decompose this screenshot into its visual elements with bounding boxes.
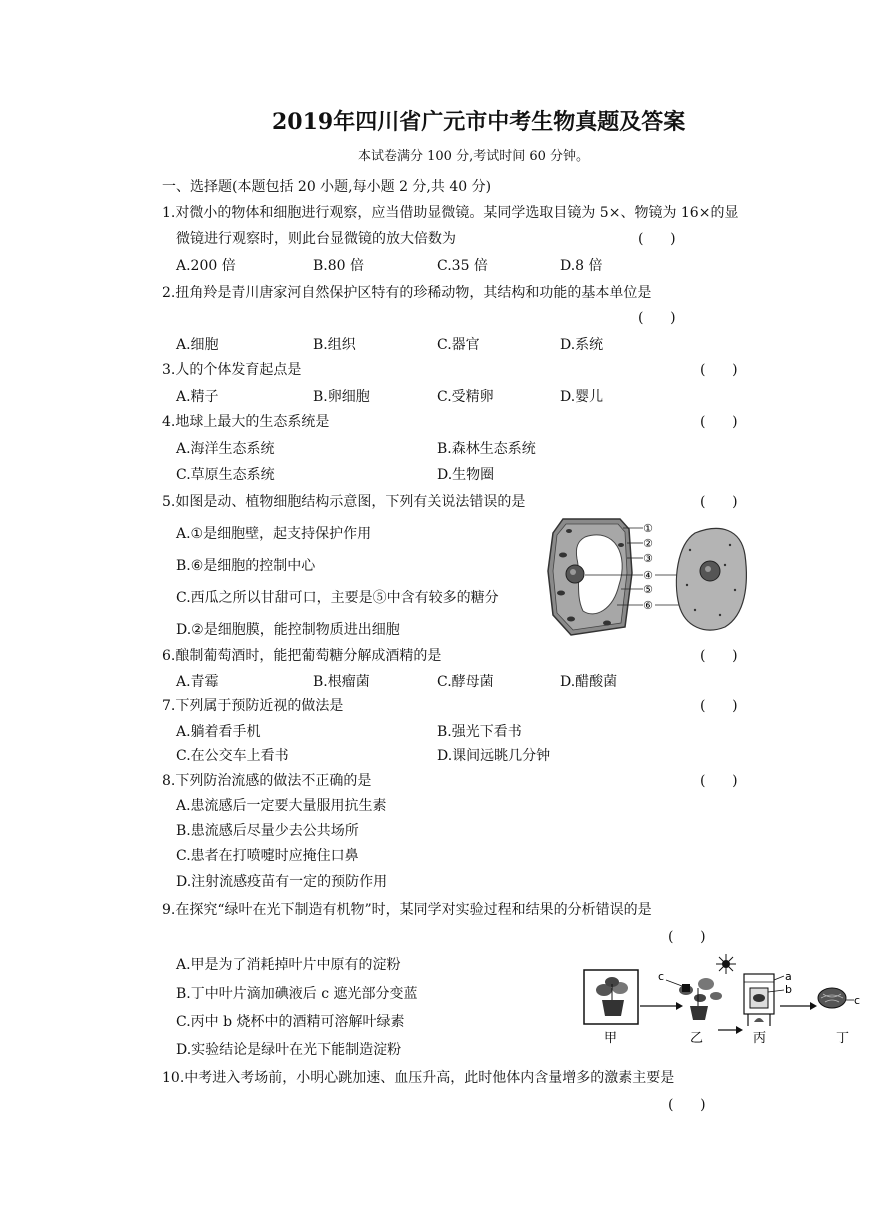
q9-option-d: D.实验结论是绿叶在光下能制造淀粉 <box>176 1042 402 1058</box>
q5-option-b: B.⑥是细胞的控制中心 <box>176 558 316 574</box>
q3-option-c: C.受精卵 <box>437 389 494 405</box>
q8-option-b: B.患流感后尽量少去公共场所 <box>176 823 359 839</box>
q6-option-d: D.醋酸菌 <box>560 674 618 690</box>
label-a: a <box>785 970 792 983</box>
q1-option-c: C.35 倍 <box>437 258 488 274</box>
q8-option-c: C.患者在打喷嚏时应掩住口鼻 <box>176 848 359 864</box>
q5-option-a: A.①是细胞壁，起支持保护作用 <box>176 526 372 542</box>
caption-jia: 甲 <box>604 1031 618 1046</box>
q9-option-b: B.丁中叶片滴加碘液后 c 遮光部分变蓝 <box>176 986 418 1002</box>
q2-option-b: B.组织 <box>313 337 356 353</box>
q9-option-a: A.甲是为了消耗掉叶片中原有的淀粉 <box>176 957 401 973</box>
q7-option-d: D.课间远眺几分钟 <box>437 748 551 764</box>
q7-option-b: B.强光下看书 <box>437 724 522 740</box>
q6-option-b: B.根瘤菌 <box>313 674 370 690</box>
label-4: ④ <box>643 569 653 582</box>
caption-bing: 丙 <box>753 1031 767 1046</box>
exam-info: 本试卷满分 100 分,考试时间 60 分钟。 <box>358 149 590 164</box>
q7-option-c: C.在公交车上看书 <box>176 748 289 764</box>
q2-option-d: D.系统 <box>560 337 604 353</box>
q1-answer-blank: ( ) <box>638 231 676 247</box>
chloroplast <box>566 529 572 533</box>
label-5: ⑤ <box>643 583 653 596</box>
q3-option-d: D.婴儿 <box>560 389 604 405</box>
q8-answer-blank: ( ) <box>700 773 738 789</box>
q4-option-a: A.海洋生态系统 <box>176 441 275 457</box>
q8-stem: 8.下列防治流感的做法不正确的是 <box>162 773 372 789</box>
chloroplast <box>603 621 611 626</box>
q4-option-c: C.草原生态系统 <box>176 467 275 483</box>
q4-answer-blank: ( ) <box>700 414 738 430</box>
label-1: ① <box>643 522 653 535</box>
label-2: ② <box>643 537 653 550</box>
q10-answer-blank: ( ) <box>668 1097 706 1113</box>
q3-option-b: B.卵细胞 <box>313 389 370 405</box>
q9-stem: 9.在探究“绿叶在光下制造有机物”时，某同学对实验过程和结果的分析错误的是 <box>162 902 652 918</box>
q2-answer-blank: ( ) <box>638 310 676 326</box>
q1-option-b: B.80 倍 <box>313 258 365 274</box>
chloroplast <box>559 553 567 558</box>
q5-stem: 5.如图是动、植物细胞结构示意图，下列有关说法错误的是 <box>162 494 526 510</box>
label-6: ⑥ <box>643 599 653 612</box>
q9-option-c: C.丙中 b 烧杯中的酒精可溶解叶绿素 <box>176 1014 405 1030</box>
q1-stem-line2: 微镜进行观察时，则此台显微镜的放大倍数为 <box>176 231 456 247</box>
q3-answer-blank: ( ) <box>700 362 738 378</box>
q5-answer-blank: ( ) <box>700 494 738 510</box>
q7-stem: 7.下列属于预防近视的做法是 <box>162 698 344 714</box>
photosynthesis-experiment-figure <box>578 952 863 1048</box>
q9-answer-blank: ( ) <box>668 929 706 945</box>
label-3: ③ <box>643 552 653 565</box>
caption-ding: 丁 <box>836 1031 850 1046</box>
q7-answer-blank: ( ) <box>700 698 738 714</box>
label-c-yi: c <box>658 970 665 983</box>
chloroplast <box>618 543 624 547</box>
q1-option-d: D.8 倍 <box>560 258 603 274</box>
page-title: 2019年四川省广元市中考生物真题及答案 <box>272 109 686 135</box>
chloroplast <box>567 617 575 622</box>
q8-option-a: A.患流感后一定要大量服用抗生素 <box>176 798 387 814</box>
q7-option-a: A.躺着看手机 <box>176 724 261 740</box>
chloroplast <box>557 591 565 596</box>
q2-option-c: C.器官 <box>437 337 480 353</box>
section-heading: 一、选择题(本题包括 20 小题,每小题 2 分,共 40 分) <box>162 179 492 195</box>
q5-option-c: C.西瓜之所以甘甜可口，主要是⑤中含有较多的糖分 <box>176 590 499 606</box>
q5-option-d: D.②是细胞膜，能控制物质进出细胞 <box>176 622 400 638</box>
q3-option-a: A.精子 <box>176 389 219 405</box>
q6-answer-blank: ( ) <box>700 648 738 664</box>
light-blocking-paper <box>682 984 690 992</box>
q3-stem: 3.人的个体发育起点是 <box>162 362 302 378</box>
cell-structure-figure <box>545 515 750 640</box>
potted-plant <box>602 1000 624 1016</box>
q6-stem: 6.酿制葡萄酒时，能把葡萄糖分解成酒精的是 <box>162 648 442 664</box>
q6-option-a: A.青霉 <box>176 674 219 690</box>
label-b: b <box>785 983 792 996</box>
q4-option-d: D.生物圈 <box>437 467 495 483</box>
q10-stem: 10.中考进入考场前，小明心跳加速、血压升高，此时他体内含量增多的激素主要是 <box>162 1070 675 1086</box>
q4-option-b: B.森林生态系统 <box>437 441 536 457</box>
label-c-ding: c <box>854 994 861 1007</box>
q1-stem-line1: 1.对微小的物体和细胞进行观察，应当借助显微镜。某同学选取目镜为 5×、物镜为 16×的显 <box>162 205 739 221</box>
q4-stem: 4.地球上最大的生态系统是 <box>162 414 330 430</box>
q6-option-c: C.酵母菌 <box>437 674 494 690</box>
tested-leaf <box>818 988 846 1008</box>
caption-yi: 乙 <box>690 1031 704 1046</box>
q2-option-a: A.细胞 <box>176 337 219 353</box>
q1-option-a: A.200 倍 <box>176 258 236 274</box>
q8-option-d: D.注射流感疫苗有一定的预防作用 <box>176 874 388 890</box>
q2-stem: 2.扭角羚是青川唐家河自然保护区特有的珍稀动物，其结构和功能的基本单位是 <box>162 285 652 301</box>
